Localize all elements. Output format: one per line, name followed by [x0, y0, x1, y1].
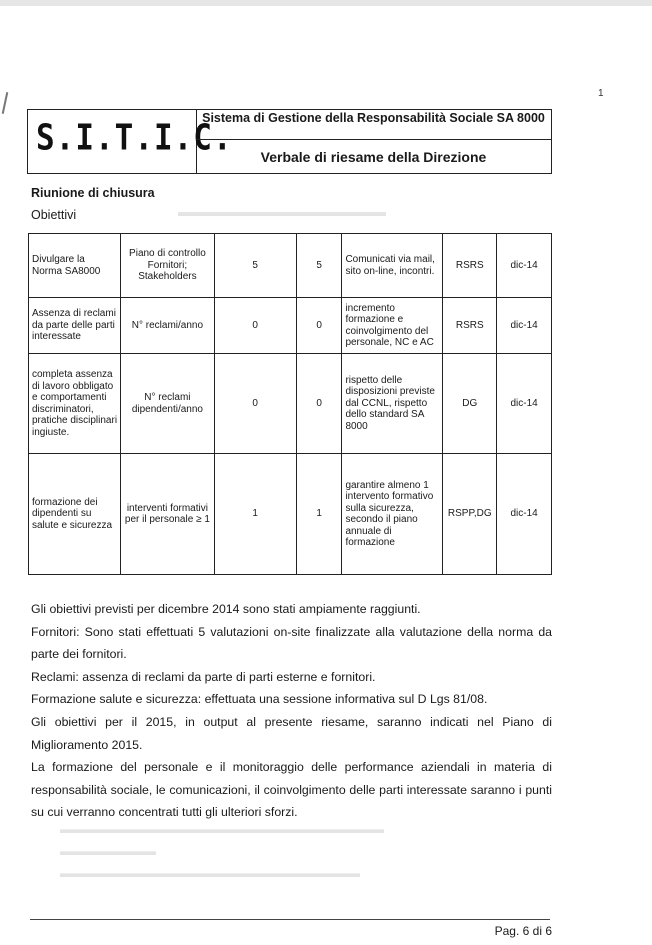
result-cell: 1: [296, 454, 342, 575]
indicator-cell: N° reclami dipendenti/anno: [121, 354, 214, 454]
objective-cell: Divulgare la Norma SA8000: [29, 234, 121, 298]
indicator-cell: Piano di controllo Fornitori; Stakeholders: [121, 234, 214, 298]
deadline-cell: dic-14: [497, 298, 552, 354]
responsible-cell: RSRS: [443, 234, 497, 298]
responsible-cell: RSPP,DG: [443, 454, 497, 575]
objective-cell: Assenza di reclami da parte delle parti interessate: [29, 298, 121, 354]
result-cell: 0: [296, 298, 342, 354]
paragraph: Fornitori: Sono stati effettuati 5 valutazioni on-site finalizzate alla valutazione della norma da parte dei fornitori.: [31, 624, 552, 662]
table-row: [29, 454, 552, 575]
target-cell: 0: [214, 354, 296, 454]
scan-margin-mark: [2, 92, 9, 114]
objective-cell: formazione dei dipendenti su salute e sicurezza: [29, 454, 121, 575]
logo-cell: [28, 110, 233, 173]
responsible-cell: DG: [443, 354, 497, 454]
system-title: Sistema di Gestione della Responsabilità Sociale SA 8000: [196, 110, 551, 140]
body-text: [31, 598, 552, 824]
deadline-cell: dic-14: [497, 354, 552, 454]
target-cell: 5: [214, 234, 296, 298]
action-cell: incremento formazione e coinvolgimento del personale, NC e AC: [342, 298, 443, 354]
indicator-cell: N° reclami/anno: [121, 298, 214, 354]
objectives-label: Obiettivi: [31, 208, 77, 222]
target-cell: 1: [214, 454, 296, 575]
paragraph: Gli obiettivi previsti per dicembre 2014 sono stati ampiamente raggiunti.: [31, 602, 421, 616]
paragraph: La formazione del personale e il monitoraggio delle performance aziendali in materia di responsabilità sociale, le comunicazioni, il coinvolgimento delle parti interessate saranno i punti su cui verranno concentrati tutti gli ulteriori sforzi.: [31, 760, 552, 820]
deadline-cell: dic-14: [497, 234, 552, 298]
page-number: Pag. 6 di 6: [494, 924, 552, 938]
result-cell: 5: [296, 234, 342, 298]
indicator-cell: interventi formativi per il personale ≥ 1: [121, 454, 214, 575]
paragraph: Formazione salute e sicurezza: effettuata una sessione informativa sul D Lgs 81/08.: [31, 692, 488, 707]
target-cell: 0: [214, 298, 296, 354]
paragraph: Reclami: assenza di reclami da parte di parti esterne e fornitori.: [31, 669, 376, 684]
bleed-through-text: ▬▬▬▬▬▬▬▬▬▬▬▬▬▬▬▬: [178, 204, 386, 219]
objective-cell: completa assenza di lavoro obbligato e comportamenti discriminatori, pratiche disciplinari ingiuste.: [29, 354, 121, 454]
paragraph: Gli obiettivi per il 2015, in output al presente riesame, saranno indicati nel Piano di Miglioramento 2015.: [31, 714, 552, 752]
corner-page-mark: 1: [598, 88, 604, 99]
table-row: [29, 298, 552, 354]
table-row: [29, 234, 552, 298]
deadline-cell: dic-14: [497, 454, 552, 575]
action-cell: rispetto delle disposizioni previste dal CCNL, rispetto dello standard SA 8000: [342, 354, 443, 454]
objectives-table: [28, 233, 552, 575]
section-title: Riunione di chiusura: [31, 186, 155, 200]
responsible-cell: RSRS: [443, 298, 497, 354]
result-cell: 0: [296, 354, 342, 454]
document-header: [27, 109, 552, 174]
footer-divider: [30, 919, 550, 920]
scan-top-band: [0, 0, 652, 6]
table-row: [29, 354, 552, 454]
action-cell: Comunicati via mail, sito on-line, incontri.: [342, 234, 443, 298]
company-logo: S.I.T.I.C.: [36, 117, 233, 159]
action-cell: garantire almeno 1 intervento formativo sulla sicurezza, secondo il piano annuale di formazione: [342, 454, 443, 575]
document-title: Verbale di riesame della Direzione: [260, 149, 487, 165]
bleed-through-text: ▬▬▬▬▬▬▬▬▬▬▬▬▬▬▬▬▬▬▬▬▬▬▬▬▬▬▬ ▬▬▬▬▬▬▬▬ ▬▬▬▬▬▬▬▬▬▬▬▬▬▬▬▬▬▬▬▬▬▬▬▬▬: [60, 822, 384, 880]
